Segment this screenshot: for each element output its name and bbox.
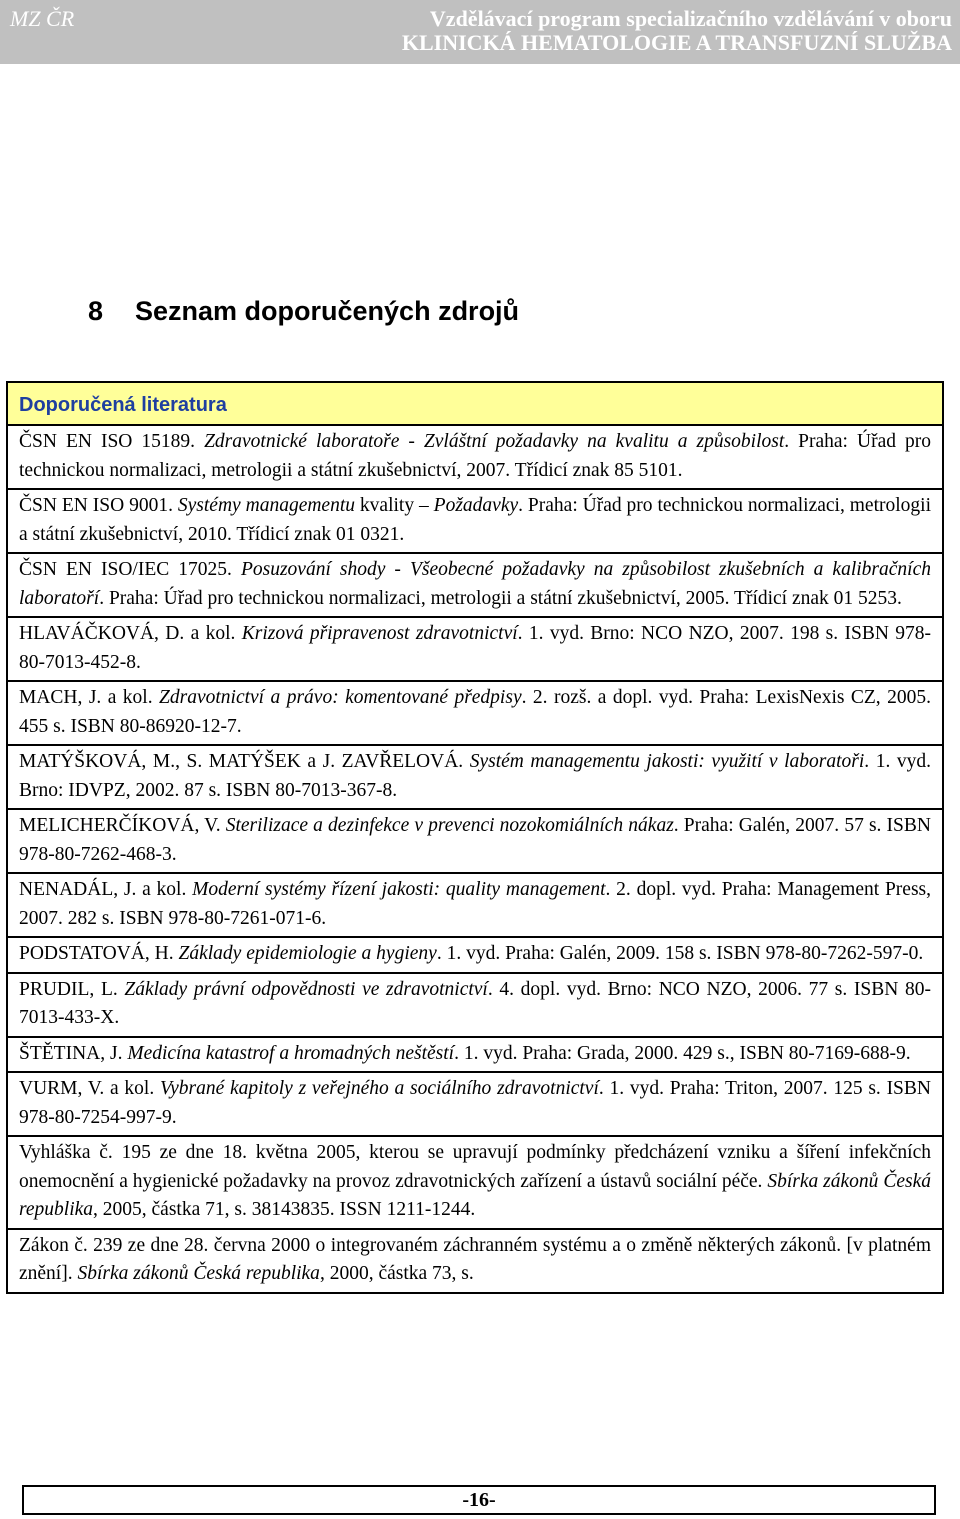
reference-title: Zdravotnické laboratoře - Zvláštní požadavky na kvalitu a způsobilost (204, 431, 785, 452)
reference-text: . 1. vyd. Praha: Galén, 2009. 158 s. ISBN 978-80-7262-597-0. (436, 943, 924, 964)
header-program-line: Vzdělávací program specializačního vzdělávání v oboru (429, 6, 952, 31)
table-row (7, 937, 943, 973)
table-row (7, 489, 943, 553)
reference-entry (7, 681, 943, 745)
reference-title: Požadavky (433, 495, 519, 516)
reference-text: . 1. vyd. Praha: Triton, 2007. 125 s. ISBN 978-80-7254-997-9. (19, 1078, 931, 1128)
reference-entry (7, 489, 943, 553)
table-row (7, 745, 943, 809)
reference-title: Zdravotnictví a právo: komentované předpisy (159, 687, 522, 708)
reference-text: . 1. vyd. Brno: NCO NZO, 2007. 198 s. ISBN 978-80-7013-452-8. (19, 623, 931, 673)
table-row (7, 681, 943, 745)
reference-text: ČSN EN ISO 9001. (19, 495, 178, 516)
chapter-heading (88, 296, 519, 327)
table-row (7, 809, 943, 873)
reference-text: MACH, J. a kol. (19, 687, 160, 708)
reference-entry (7, 1229, 943, 1293)
header-left-label: MZ ČR (10, 6, 75, 31)
reference-title: Systém managementu jakosti: využití v laboratoři (469, 751, 865, 772)
reference-text: ČSN EN ISO 15189. (19, 431, 205, 452)
reference-text: PODSTATOVÁ, H. (19, 943, 179, 964)
reference-entry (7, 873, 943, 937)
table-row (7, 1136, 943, 1229)
table-row (7, 1229, 943, 1293)
reference-text: HLAVÁČKOVÁ, D. a kol. (19, 623, 242, 644)
reference-title: Moderní systémy řízení jakosti: quality management (192, 879, 606, 900)
reference-entry (7, 1037, 943, 1073)
reference-title: Posuzování shody - Všeobecné požadavky na způsobilost zkušebních a kalibračních laboratoří (19, 559, 931, 609)
table-row (7, 973, 943, 1037)
reference-entry (7, 553, 943, 617)
table-row (7, 1037, 943, 1073)
reference-entry (7, 617, 943, 681)
reference-text: . Praha: Úřad pro technickou normalizaci, metrologii a státní zkušebnictví, 2010. Třídicí znak 01 0321. (19, 495, 931, 545)
references-heading: Doporučená literatura (7, 382, 943, 425)
reference-text: Zákon č. 239 ze dne 28. června 2000 o integrovaném záchranném systému a o změně některých zákonů. [v platném znění]. (19, 1234, 931, 1284)
reference-text: , 2000, částka 73, s. (319, 1263, 474, 1284)
table-header-row (7, 382, 943, 425)
reference-text: PRUDIL, L. (19, 978, 125, 1000)
reference-text: Vyhláška č. 195 ze dne 18. května 2005, kterou se upravují podmínky předcházení vzniku a šíření infekčních onemocnění a hygienické požadavky na provoz zdravotnických zařízení a ústavů sociální péče. (19, 1142, 931, 1192)
reference-text: . Praha: Úřad pro technickou normalizaci, metrologii a státní zkušebnictví, 2007. Třídicí znak 85 5101. (19, 431, 931, 481)
table-row (7, 873, 943, 937)
reference-text: . 2. dopl. vyd. Praha: Management Press, 2007. 282 s. ISBN 978-80-7261-071-6. (19, 879, 931, 929)
reference-text: . 1. vyd. Brno: IDVPZ, 2002. 87 s. ISBN 80-7013-367-8. (19, 751, 931, 801)
reference-text: NENADÁL, J. a kol. (19, 879, 193, 900)
references-table (6, 381, 944, 1294)
reference-title: Základy právní odpovědnosti ve zdravotnictví (124, 978, 488, 1000)
reference-title: Sbírka zákonů Česká republika (19, 1170, 932, 1220)
page-number: -16- (462, 1489, 496, 1511)
reference-title: Systémy managementu (177, 495, 356, 516)
reference-title: Základy epidemiologie a hygieny (178, 943, 437, 964)
reference-title: Sbírka zákonů Česká republika (77, 1263, 320, 1284)
reference-entry (7, 425, 943, 489)
reference-title: Sterilizace a dezinfekce v prevenci nozokomiálních nákaz (225, 815, 674, 836)
chapter-title: Seznam doporučených zdrojů (135, 296, 520, 326)
reference-text: MELICHERČÍKOVÁ, V. (19, 815, 226, 836)
table-row (7, 553, 943, 617)
table-row (7, 1072, 943, 1136)
reference-title: Medicína katastrof a hromadných neštěstí (127, 1042, 455, 1064)
header-field-line: KLINICKÁ HEMATOLOGIE A TRANSFUZNÍ SLUŽBA (401, 30, 952, 55)
reference-text: kvality – (355, 495, 434, 516)
reference-text: . 2. rozš. a dopl. vyd. Praha: LexisNexis CZ, 2005. 455 s. ISBN 80-86920-12-7. (19, 687, 931, 737)
reference-entry (7, 1072, 943, 1136)
reference-text: . 4. dopl. vyd. Brno: NCO NZO, 2006. 77 s. ISBN 80-7013-433-X. (19, 978, 931, 1028)
page-footer (22, 1485, 936, 1515)
table-row (7, 425, 943, 489)
reference-text: VURM, V. a kol. (19, 1078, 160, 1099)
reference-title: Krizová připravenost zdravotnictví (241, 623, 518, 644)
reference-entry (7, 745, 943, 809)
reference-text: . Praha: Úřad pro technickou normalizaci, metrologii a státní zkušebnictví, 2005. Třídicí znak 01 5253. (99, 587, 902, 609)
reference-entry (7, 973, 943, 1037)
table-row (7, 617, 943, 681)
reference-text: , 2005, částka 71, s. 38143835. ISSN 1211-1244. (93, 1199, 476, 1220)
reference-text: ČSN EN ISO/IEC 17025. (19, 559, 241, 580)
reference-entry (7, 937, 943, 973)
page-header (0, 0, 960, 64)
reference-entry (7, 1136, 943, 1229)
reference-text: ŠTĚTINA, J. (19, 1042, 128, 1064)
reference-text: . Praha: Galén, 2007. 57 s. ISBN 978-80-7262-468-3. (19, 815, 931, 865)
reference-text: . 1. vyd. Praha: Grada, 2000. 429 s., ISBN 80-7169-688-9. (454, 1042, 911, 1064)
reference-title: Vybrané kapitoly z veřejného a sociálního zdravotnictví (159, 1078, 599, 1099)
chapter-number: 8 (88, 296, 104, 326)
reference-text: MATÝŠKOVÁ, M., S. MATÝŠEK a J. ZAVŘELOVÁ. (19, 751, 470, 772)
reference-entry (7, 809, 943, 873)
